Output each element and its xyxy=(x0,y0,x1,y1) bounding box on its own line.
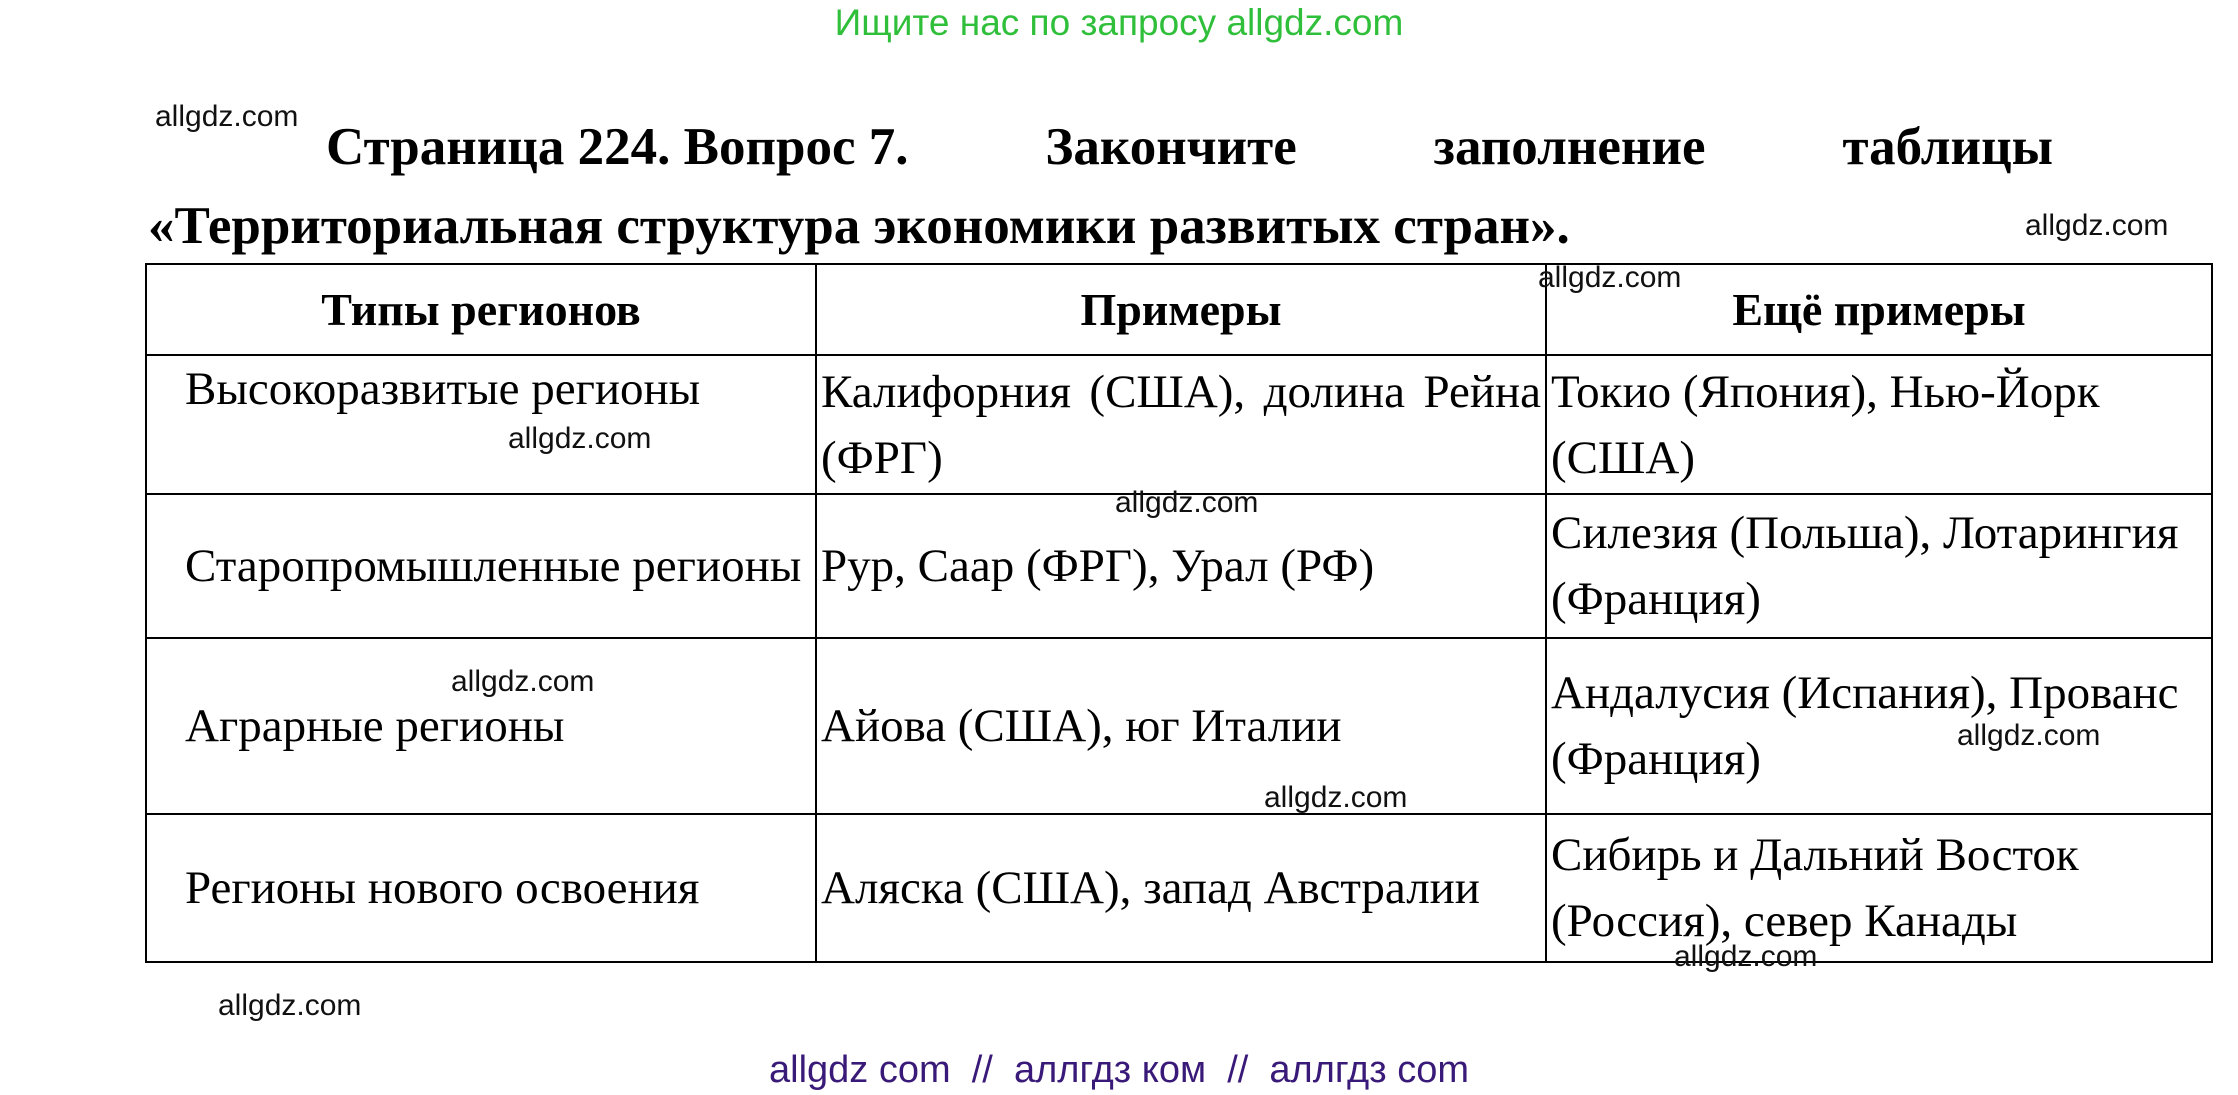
more-examples-cell: Токио (Япония), Нью-Йорк (США) xyxy=(1546,355,2212,494)
title-word-1: Закончите xyxy=(1045,118,1297,176)
watermark: allgdz.com xyxy=(1957,719,2101,752)
more-examples-cell: Силезия (Польша), Лотарингия (Франция) xyxy=(1546,494,2212,638)
table-row xyxy=(146,355,2212,494)
page-title xyxy=(148,108,2053,266)
watermark: allgdz.com xyxy=(1538,261,1682,294)
title-word-3: таблицы xyxy=(1842,118,2053,176)
header-examples: Примеры xyxy=(816,264,1546,355)
table-row xyxy=(146,814,2212,962)
examples-cell: Аляска (США), запад Австралии xyxy=(816,814,1546,962)
region-type-cell: Старопромышленные регионы xyxy=(146,494,816,638)
header-region-types: Типы регионов xyxy=(146,264,816,355)
watermark: allgdz.com xyxy=(155,100,299,133)
region-type-cell: Регионы нового освоения xyxy=(146,814,816,962)
watermark: allgdz.com xyxy=(1264,781,1408,814)
title-line-2: «Территориальная структура экономики развитых стран». xyxy=(148,197,1570,255)
examples-cell: Рур, Саар (ФРГ), Урал (РФ) xyxy=(816,494,1546,638)
footer-links: allgdz com // аллгдз ком // аллгдз com xyxy=(769,1049,1469,1091)
regions-table xyxy=(145,263,2213,963)
region-type-cell: Аграрные регионы xyxy=(146,638,816,814)
watermark: allgdz.com xyxy=(1674,940,1818,973)
header-more-examples: Ещё примеры xyxy=(1546,264,2212,355)
watermark: allgdz.com xyxy=(2025,209,2169,242)
search-banner: Ищите нас по запросу allgdz.com xyxy=(834,2,1404,43)
title-page-question: Страница 224. Вопрос 7. xyxy=(326,118,909,176)
watermark: allgdz.com xyxy=(1115,486,1259,519)
region-type-cell: Высокоразвитые регионы xyxy=(146,355,816,494)
title-line-1 xyxy=(148,108,2053,187)
table-header-row xyxy=(146,264,2212,355)
watermark: allgdz.com xyxy=(508,422,652,455)
more-examples-cell: Андалусия (Испания), Прованс (Франция) xyxy=(1546,638,2212,814)
watermark: allgdz.com xyxy=(451,665,595,698)
watermark: allgdz.com xyxy=(218,989,362,1022)
title-word-2: заполнение xyxy=(1433,118,1706,176)
examples-cell: Айова (США), юг Италии xyxy=(816,638,1546,814)
examples-cell: Калифорния (США), долина Рейна (ФРГ) xyxy=(816,355,1546,494)
more-examples-cell: Сибирь и Дальний Восток (Россия), север Канады xyxy=(1546,814,2212,962)
